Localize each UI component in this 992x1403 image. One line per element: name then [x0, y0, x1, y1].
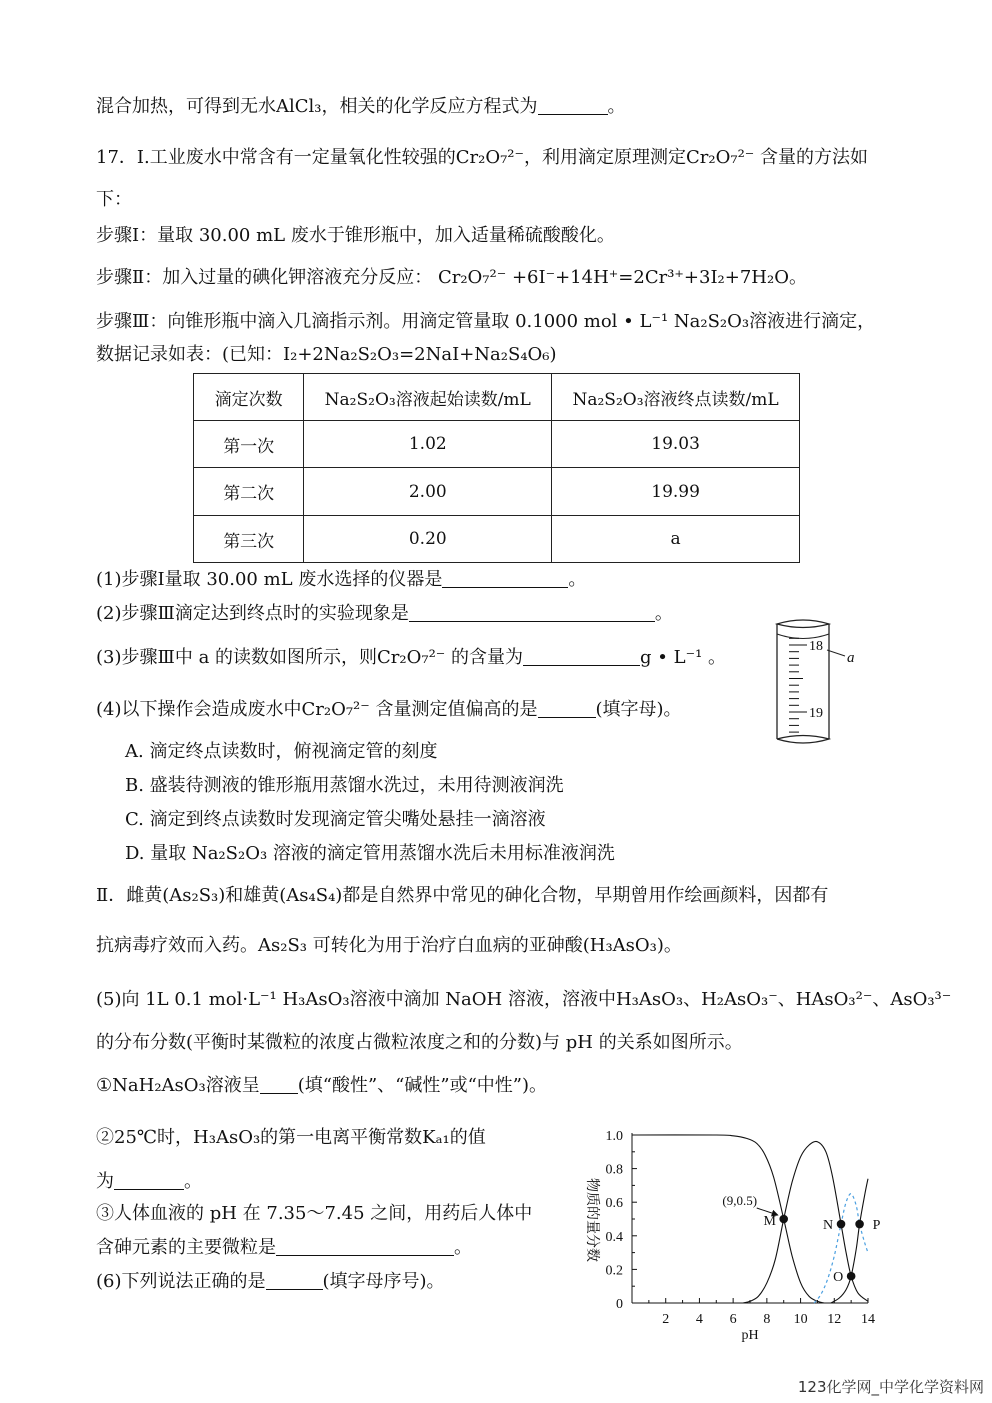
q4-line: [96, 698, 682, 722]
q3-line: [96, 646, 726, 670]
point-m-coordinates: (9,0.5): [722, 1193, 758, 1208]
answer-blank: [523, 648, 640, 666]
q2-line: [96, 602, 673, 626]
x-tick-label: 4: [695, 1312, 703, 1327]
y-tick-label: 0.2: [605, 1263, 623, 1279]
curve-series-3: [814, 1194, 868, 1303]
y-tick-label: 0.8: [605, 1162, 623, 1178]
q4-prompt: (4)以下操作会造成废水中Cr₂O₇²⁻ 含量测定值偏高的是: [96, 699, 538, 720]
answer-blank: [442, 570, 568, 588]
table-cell: a: [552, 516, 800, 563]
option-a: A. 滴定终点读数时，俯视滴定管的刻度: [125, 741, 438, 762]
burette-bottom-rim: [777, 736, 829, 744]
q16-prompt: 混合加热，可得到无水AlCl₃，相关的化学反应方程式为: [96, 96, 538, 117]
table-cell: 第一次: [194, 421, 304, 468]
option-c: C. 滴定到终点读数时发现滴定管尖嘴处悬挂一滴溶液: [125, 809, 546, 830]
q1-line: [96, 568, 586, 592]
q5-line1: (5)向 1L 0.1 mol·L⁻¹ H₃AsO₃溶液中滴加 NaOH 溶液，溶液中H₃AsO₃、H₂AsO₃⁻、HAsO₃²⁻、AsO₃³⁻: [96, 989, 952, 1010]
q5-2-line2: [96, 1170, 202, 1194]
step-3-line1: 步骤Ⅲ：向锥形瓶中滴入几滴指示剂。用滴定管量取 0.1000 mol • L⁻¹ Na₂S₂O₃溶液进行滴定，: [96, 311, 876, 332]
option-b: B. 盛装待测液的锥形瓶用蒸馏水洗过，未用待测液润洗: [125, 775, 564, 796]
burette-mark-19: 19: [809, 706, 823, 721]
q5-1-prompt: ①NaH₂AsO₃溶液呈: [96, 1075, 260, 1096]
table-header-cell: Na₂S₂O₃溶液终点读数/mL: [552, 374, 800, 421]
answer-blank: [260, 1076, 298, 1094]
q1-end: 。: [568, 569, 587, 590]
footer-watermark: 123化学网_中学化学资料网: [797, 1378, 984, 1396]
q5-1-hint: (填“酸性”、“碱性”或“中性”)。: [297, 1075, 548, 1096]
q6-line: [96, 1270, 445, 1294]
q16-answer-line: [96, 95, 626, 119]
q5-2-line1: ②25℃时，H₃AsO₃的第一电离平衡常数Kₐ₁的值: [96, 1127, 486, 1148]
x-tick-label: 2: [662, 1312, 670, 1327]
answer-blank: [538, 700, 596, 718]
q17-intro-line1: 17．I.工业废水中常含有一定量氧化性较强的Cr₂O₇²⁻，利用滴定原理测定Cr₂O₇²⁻ 含量的方法如: [96, 147, 869, 168]
part2-intro-line1: Ⅱ．雌黄(As₂S₃)和雄黄(As₄S₄)都是自然界中常见的砷化合物，早期曾用作绘画颜料，因都有: [96, 885, 829, 906]
table-cell: 第三次: [194, 516, 304, 563]
reading-label: a: [847, 650, 855, 666]
q5-3-line1: ③人体血液的 pH 在 7.35～7.45 之间，用药后人体中: [96, 1203, 533, 1224]
answer-blank: [114, 1172, 184, 1190]
y-tick-label: 0: [616, 1297, 623, 1312]
y-axis-label: 物质的量分数: [584, 1178, 599, 1262]
point-n-label: N: [822, 1218, 834, 1234]
table-row: [194, 421, 800, 468]
q5-1-line: [96, 1074, 547, 1098]
x-tick-label: 8: [763, 1312, 771, 1327]
q5-3-prompt: 含砷元素的主要微粒是: [96, 1237, 276, 1258]
answer-blank: [266, 1272, 323, 1290]
distribution-chart: [570, 1118, 892, 1350]
step-3-line2: 数据记录如表：(已知：I₂+2Na₂S₂O₃=2NaI+Na₂S₄O₆): [96, 344, 557, 365]
step-2: 步骤Ⅱ：加入过量的碘化钾溶液充分反应： Cr₂O₇²⁻ +6I⁻+14H⁺=2Cr³⁺+3I₂+7H₂O。: [96, 267, 807, 288]
option-d: D. 量取 Na₂S₂O₃ 溶液的滴定管用蒸馏水洗后未用标准液润洗: [125, 843, 615, 864]
burette-figure: [765, 612, 865, 752]
y-tick-label: 1.0: [605, 1129, 623, 1144]
table-header-row: [194, 374, 800, 421]
q3-unit: g • L⁻¹ 。: [640, 647, 727, 668]
part2-intro-line2: 抗病毒疗效而入药。As₂S₃ 可转化为用于治疗白血病的亚砷酸(H₃AsO₃)。: [96, 935, 682, 956]
q5-2-prompt: 为: [96, 1171, 114, 1192]
point-p-label: P: [872, 1218, 881, 1234]
q3-prompt: (3)步骤Ⅲ中 a 的读数如图所示，则Cr₂O₇²⁻ 的含量为: [96, 647, 524, 668]
burette-meniscus: [777, 634, 829, 639]
table-row: [194, 468, 800, 516]
table-cell: 2.00: [304, 468, 552, 516]
step-1: 步骤Ⅰ：量取 30.00 mL 废水于锥形瓶中，加入适量稀硫酸酸化。: [96, 225, 615, 246]
reading-pointer: [827, 650, 845, 656]
point-m: [779, 1215, 788, 1224]
x-tick-label: 10: [793, 1312, 808, 1327]
q5-2-end: 。: [184, 1171, 202, 1192]
point-n: [837, 1220, 846, 1229]
q5-3-line2: [96, 1236, 472, 1260]
table-header-cell: 滴定次数: [194, 374, 304, 421]
q6-hint: (填字母序号)。: [322, 1271, 445, 1292]
answer-blank: [538, 97, 608, 115]
point-o-label: O: [833, 1270, 844, 1286]
y-tick-label: 0.6: [605, 1196, 623, 1212]
q16-end: 。: [607, 96, 626, 117]
x-tick-label: 14: [861, 1312, 875, 1327]
table-header-cell: Na₂S₂O₃溶液起始读数/mL: [304, 374, 552, 421]
table-cell: 0.20: [304, 516, 552, 563]
table-cell: 1.02: [304, 421, 552, 468]
table-cell: 19.99: [552, 468, 800, 516]
point-m-label: M: [763, 1214, 776, 1229]
answer-blank: [409, 604, 655, 622]
burette-top-rim: [777, 620, 829, 628]
x-tick-label: 6: [729, 1312, 737, 1327]
point-p: [855, 1220, 864, 1229]
table-cell: 19.03: [552, 421, 800, 468]
x-axis-label: pH: [741, 1328, 759, 1343]
q6-prompt: (6)下列说法正确的是: [96, 1271, 266, 1292]
q2-end: 。: [654, 603, 673, 624]
answer-blank: [276, 1238, 454, 1256]
q2-prompt: (2)步骤Ⅲ滴定达到终点时的实验现象是: [96, 603, 409, 624]
q5-3-end: 。: [454, 1237, 472, 1258]
table-row: [194, 516, 800, 563]
q1-prompt: (1)步骤Ⅰ量取 30.00 mL 废水选择的仪器是: [96, 569, 443, 590]
titration-table: [193, 373, 800, 563]
burette-graduations: [789, 638, 807, 732]
q5-line2: 的分布分数(平衡时某微粒的浓度占微粒浓度之和的分数)与 pH 的关系如图所示。: [96, 1032, 743, 1053]
table-cell: 第二次: [194, 468, 304, 516]
burette-mark-18: 18: [809, 639, 823, 654]
q17-intro-line2: 下：: [96, 189, 132, 210]
point-o: [847, 1272, 856, 1281]
x-tick-label: 12: [827, 1312, 842, 1327]
curve-series-1: [632, 1135, 824, 1303]
q4-end: (填字母)。: [595, 699, 682, 720]
y-tick-label: 0.4: [605, 1229, 623, 1245]
